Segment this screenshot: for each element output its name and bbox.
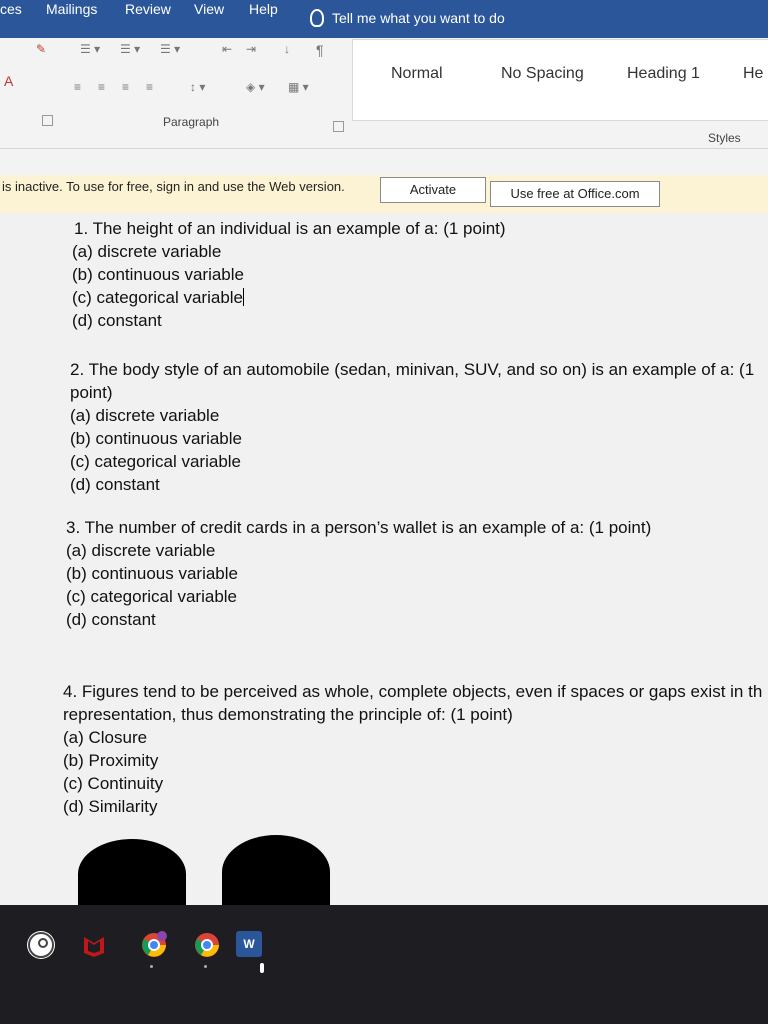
question-1 [74, 217, 506, 332]
show-formatting-icon[interactable]: ¶ [316, 42, 324, 58]
tell-me-text: Tell me what you want to do [332, 10, 505, 26]
borders-icon[interactable]: ▦ ▾ [288, 80, 309, 94]
increase-indent-icon[interactable]: ⇥ [246, 42, 257, 56]
multilevel-list-icon[interactable]: ☰ ▾ [160, 42, 181, 56]
ribbon-tabs [0, 0, 768, 38]
styles-gallery [352, 39, 768, 121]
use-free-button[interactable]: Use free at Office.com [490, 181, 660, 207]
option-a: (a) discrete variable [72, 242, 222, 261]
activation-banner [0, 175, 768, 214]
question-4 [63, 680, 762, 818]
option-d: (d) constant [72, 311, 162, 330]
word-icon[interactable]: W [236, 931, 262, 957]
highlight-icon[interactable]: ✎ [36, 42, 47, 56]
option-d: (d) Similarity [63, 797, 158, 816]
chrome-icon[interactable] [193, 931, 221, 959]
font-dialog-launcher-icon[interactable] [42, 115, 53, 126]
align-left-icon[interactable]: ≡ [74, 80, 82, 94]
paragraph-group-label: Paragraph [163, 115, 220, 129]
tab-view[interactable]: View [194, 1, 225, 17]
styles-group-label: Styles [708, 131, 741, 145]
mcafee-icon[interactable] [80, 931, 108, 959]
style-heading-2[interactable]: He [743, 65, 764, 82]
sort-icon[interactable]: ↓ [284, 42, 290, 56]
chrome-running-dot [204, 965, 207, 968]
option-b: (b) continuous variable [72, 265, 244, 284]
tab-references[interactable]: ces [0, 1, 22, 17]
decrease-indent-icon[interactable]: ⇤ [222, 42, 233, 56]
question-2 [70, 358, 754, 496]
chrome-profile-running-dot [150, 965, 153, 968]
line-spacing-icon[interactable]: ↕ ▾ [190, 80, 206, 94]
dark-shape-left [78, 839, 186, 905]
question-text: 1. The height of an individual is an example of a: (1 point) [74, 219, 506, 238]
tab-review[interactable]: Review [125, 1, 171, 17]
question-text: 3. The number of credit cards in a person’s wallet is an example of a: (1 point) [66, 518, 652, 537]
question-text-cont: representation, thus demonstrating the principle of: (1 point) [63, 705, 513, 724]
banner-message: is inactive. To use for free, sign in and use the Web version. [2, 179, 345, 194]
style-normal[interactable]: Normal [391, 65, 443, 82]
style-no-spacing[interactable]: No Spacing [501, 65, 584, 82]
tell-me-box[interactable] [310, 9, 505, 27]
question-text: 2. The body style of an automobile (sedan, minivan, SUV, and so on) is an example of a: (1 [70, 360, 755, 379]
align-center-icon[interactable]: ≡ [98, 80, 106, 94]
taskbar [0, 905, 768, 1024]
question-text: 4. Figures tend to be perceived as whole, complete objects, even if spaces or gaps exist in th [63, 682, 763, 701]
option-d: (d) constant [66, 610, 156, 629]
align-right-icon[interactable]: ≡ [122, 80, 130, 94]
text-cursor [243, 288, 244, 306]
option-a: (a) Closure [63, 728, 148, 747]
style-heading-1[interactable]: Heading 1 [627, 65, 700, 82]
option-a: (a) discrete variable [66, 541, 216, 560]
lightbulb-icon [310, 9, 324, 27]
paragraph-dialog-launcher-icon[interactable] [333, 121, 344, 132]
option-c: (c) categorical variable [70, 452, 242, 471]
option-a: (a) discrete variable [70, 406, 220, 425]
tab-help[interactable]: Help [249, 1, 278, 17]
option-c: (c) categorical variable [72, 288, 244, 307]
option-c: (c) categorical variable [66, 587, 238, 606]
option-c: (c) Continuity [63, 774, 164, 793]
document-page[interactable] [0, 213, 768, 905]
justify-icon[interactable]: ≡ [146, 80, 154, 94]
option-b: (b) continuous variable [66, 564, 238, 583]
option-d: (d) constant [70, 475, 160, 494]
shading-icon[interactable]: ◈ ▾ [246, 80, 265, 94]
question-3 [66, 516, 651, 631]
steam-icon[interactable] [27, 931, 55, 959]
chrome-profile-s-icon[interactable] [140, 931, 168, 959]
dark-shape-right [222, 835, 330, 905]
word-active-indicator [260, 963, 264, 973]
activate-button[interactable]: Activate [380, 177, 486, 203]
numbering-icon[interactable]: ☰ ▾ [120, 42, 141, 56]
tab-mailings[interactable]: Mailings [46, 1, 98, 17]
question-text-cont: point) [70, 383, 113, 402]
font-color-button[interactable]: A [4, 73, 14, 89]
ribbon [0, 38, 768, 149]
option-b: (b) continuous variable [70, 429, 242, 448]
bullets-icon[interactable]: ☰ ▾ [80, 42, 101, 56]
option-b: (b) Proximity [63, 751, 159, 770]
